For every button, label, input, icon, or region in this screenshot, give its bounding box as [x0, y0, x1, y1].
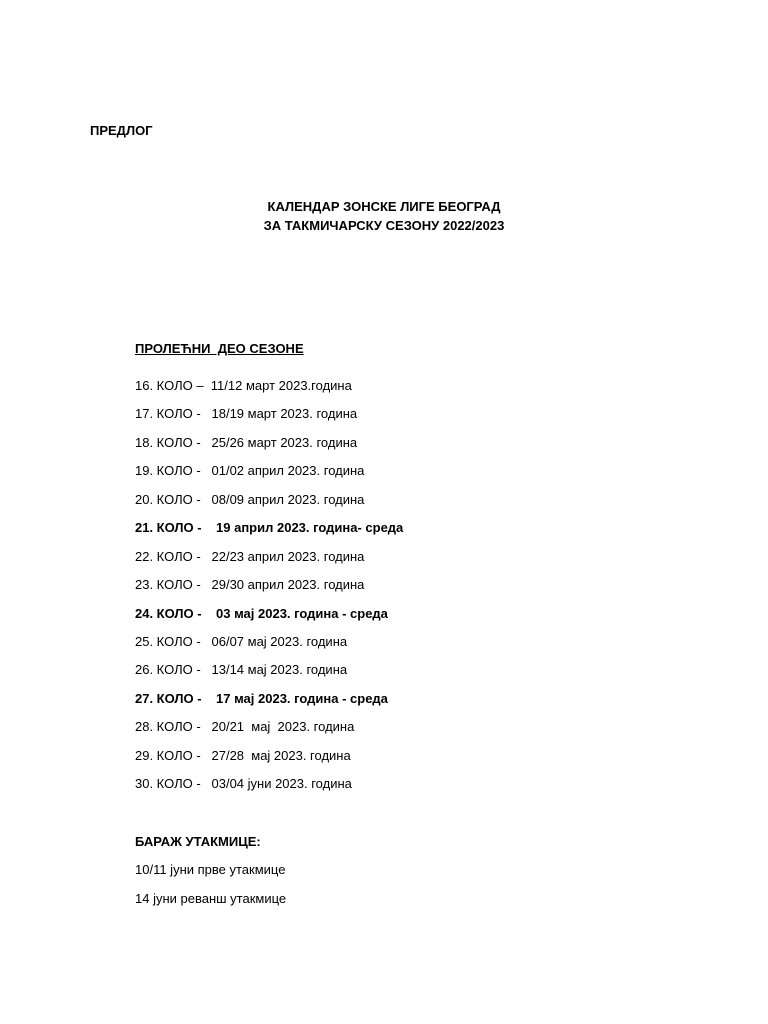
- rounds-list: [135, 378, 403, 805]
- round-item: 27. КОЛО - 17 мај 2023. година - среда: [135, 690, 388, 706]
- round-item: 17. КОЛО - 18/19 март 2023. година: [135, 406, 358, 422]
- round-item: 30. КОЛО - 03/04 јуни 2023. година: [135, 776, 352, 792]
- playoff-list: [135, 862, 286, 919]
- round-item: 22. КОЛО - 22/23 април 2023. година: [135, 548, 365, 564]
- round-item: 23. КОЛО - 29/30 април 2023. година: [135, 577, 365, 593]
- proposal-label: ПРЕДЛОГ: [90, 123, 153, 138]
- document-title-line2: ЗА ТАКМИЧАРСКУ СЕЗОНУ 2022/2023: [263, 218, 505, 233]
- round-item: 25. КОЛО - 06/07 мај 2023. година: [135, 633, 348, 649]
- section-heading-spring: ПРОЛЕЋНИ ДЕО СЕЗОНЕ: [135, 341, 304, 356]
- playoff-item: 14 јуни реванш утакмице: [135, 890, 287, 906]
- round-item: 19. КОЛО - 01/02 април 2023. година: [135, 463, 365, 479]
- playoff-heading: БАРАЖ УТАКМИЦЕ:: [135, 834, 261, 849]
- round-item: 26. КОЛО - 13/14 мај 2023. година: [135, 662, 348, 678]
- round-item: 21. КОЛО - 19 април 2023. година- среда: [135, 520, 404, 536]
- playoff-item: 10/11 јуни прве утакмице: [135, 862, 286, 877]
- round-item: 20. КОЛО - 08/09 април 2023. година: [135, 491, 365, 507]
- round-item: 29. КОЛО - 27/28 мај 2023. година: [135, 747, 351, 763]
- round-item: 24. КОЛО - 03 мај 2023. година - среда: [135, 605, 388, 621]
- round-item: 16. КОЛО – 11/12 март 2023.година: [135, 378, 352, 393]
- round-item: 28. КОЛО - 20/21 мај 2023. година: [135, 719, 355, 735]
- round-item: 18. КОЛО - 25/26 март 2023. година: [135, 434, 358, 450]
- document-title-line1: КАЛЕНДАР ЗОНСКЕ ЛИГЕ БЕОГРАД: [267, 199, 501, 214]
